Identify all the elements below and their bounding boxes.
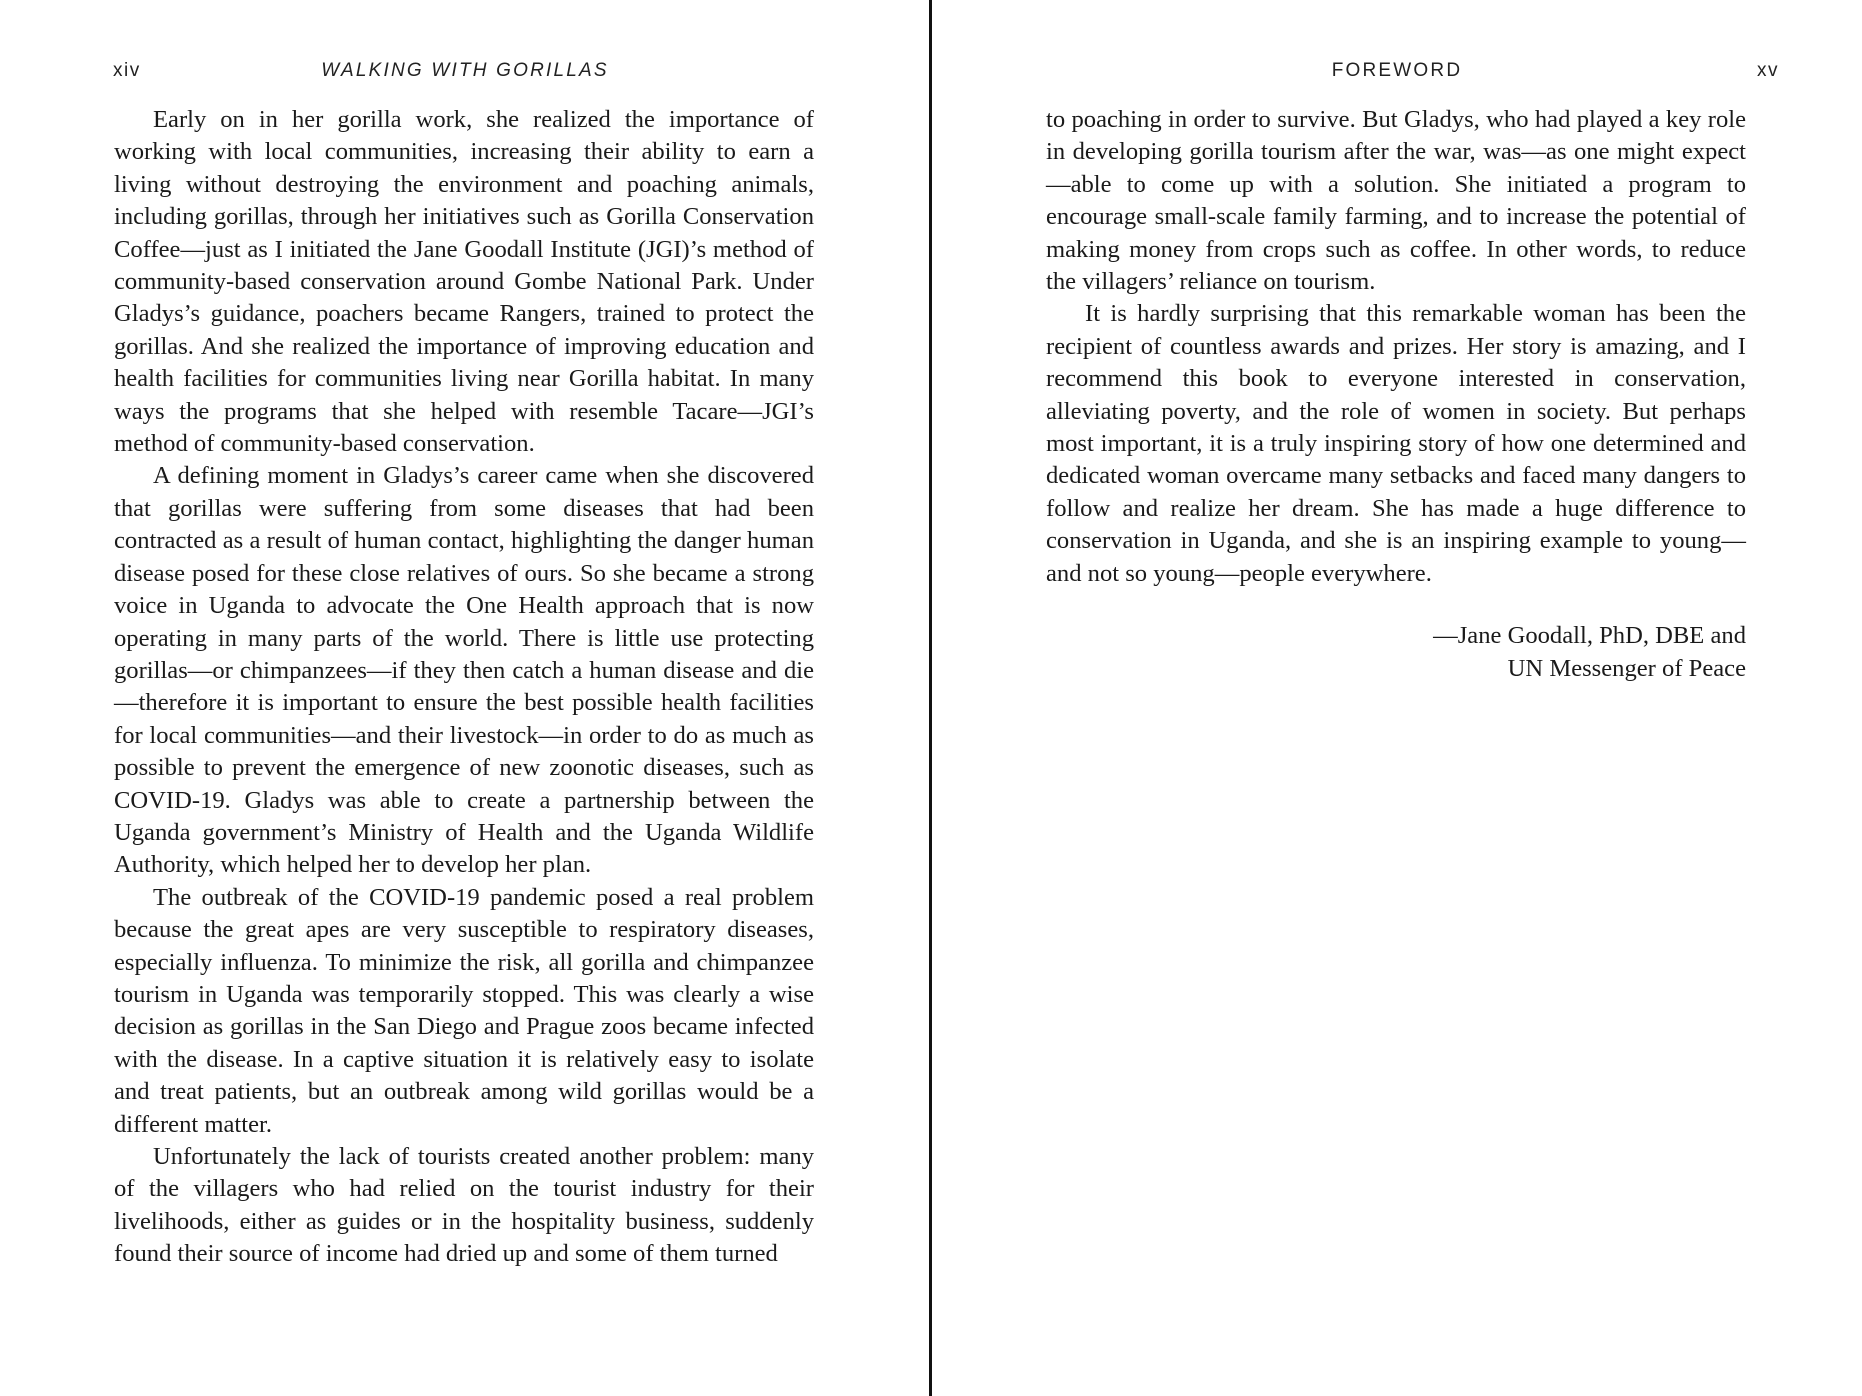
signature-line-name: —Jane Goodall, PhD, DBE and xyxy=(1433,622,1746,650)
paragraph-one-health: A defining moment in Gladys’s career came when she discovered that gorillas were suffering from some diseases that had been contracted as a result of human contact, highlighting the danger human disease posed for these close relatives of ours. So she became a strong voice in Uganda to advocate the One Health approach that is now operating in many parts of the world. There is little use protecting gorillas—or chimpanzees—if they then catch a human disease and die—therefore it is important to ensure the best possible health facilities for local communities—and their livestock—in order to do as much as possible to prevent the emergence of new zoonotic diseases, such as COVID-19. Gladys was able to create a partnership between the Uganda government’s Ministry of Health and the Uganda Wildlife Authority, which helped her to develop her plan. xyxy=(114,462,814,879)
left-page-body xyxy=(114,104,814,1271)
right-page-number: xv xyxy=(1757,60,1779,81)
paragraph-covid-outbreak: The outbreak of the COVID-19 pandemic posed a real problem because the great apes are very susceptible to respiratory diseases, especially influenza. To minimize the risk, all gorilla and chimpanzee tourism in Uganda was temporarily stopped. This was clearly a wise decision as gorillas in the San Diego and Prague zoos became infected with the disease. In a captive situation it is relatively easy to isolate and treat patients, but an outbreak among wild gorillas would be a different matter. xyxy=(114,883,814,1138)
left-page-number: xiv xyxy=(113,60,141,81)
running-section-title: FOREWORD xyxy=(1331,60,1463,81)
running-book-title xyxy=(0,56,930,86)
right-page xyxy=(932,0,1862,1396)
signature-line-title: UN Messenger of Peace xyxy=(1507,654,1746,682)
foreword-signature xyxy=(1046,620,1746,685)
paragraph-continued-poaching: to poaching in order to survive. But Gladys, who had played a key role in developing gorilla tourism after the war, was—as one might expect—able to come up with a solution. She initiated a program to encourage small-scale family farming, and to increase the potential of making money from crops such as coffee. In other words, to reduce the villagers’ reliance on tourism. xyxy=(1046,106,1746,296)
paragraph-community-work: Early on in her gorilla work, she realized the importance of working with local communities, increasing their ability to earn a living without destroying the environment and poaching animals, including gorillas, through her initiatives such as Gorilla Conservation Coffee—just as I initiated the Jane Goodall Institute (JGI)’s method of community-based conservation around Gombe National Park. Under Gladys’s guidance, poachers became Rangers, trained to protect the gorillas. And she realized the importance of improving education and health facilities for communities living near Gorilla habitat. In many ways the programs that she helped with resemble Tacare—JGI’s method of community-based conservation. xyxy=(114,106,814,458)
left-page xyxy=(0,0,930,1396)
right-page-body xyxy=(1046,104,1746,685)
running-book-title-text: WALKING WITH GORILLAS xyxy=(321,60,609,81)
paragraph-awards-recommendation: It is hardly surprising that this remarkable woman has been the recipient of countless awards and prizes. Her story is amazing, and I recommend this book to everyone interested in conservation, alleviating poverty, and the role of women in society. But perhaps most important, it is a truly inspiring story of how one determined and dedicated woman overcame many setbacks and faced many dangers to follow and realize her dream. She has made a huge difference to conservation in Uganda, and she is an inspiring example to young—and not so young—people everywhere. xyxy=(1046,300,1746,587)
paragraph-lack-of-tourists: Unfortunately the lack of tourists created another problem: many of the villagers who had relied on the tourist industry for their livelihoods, either as guides or in the hospitality business, suddenly found their source of income had dried up and some of them turned xyxy=(114,1143,814,1268)
